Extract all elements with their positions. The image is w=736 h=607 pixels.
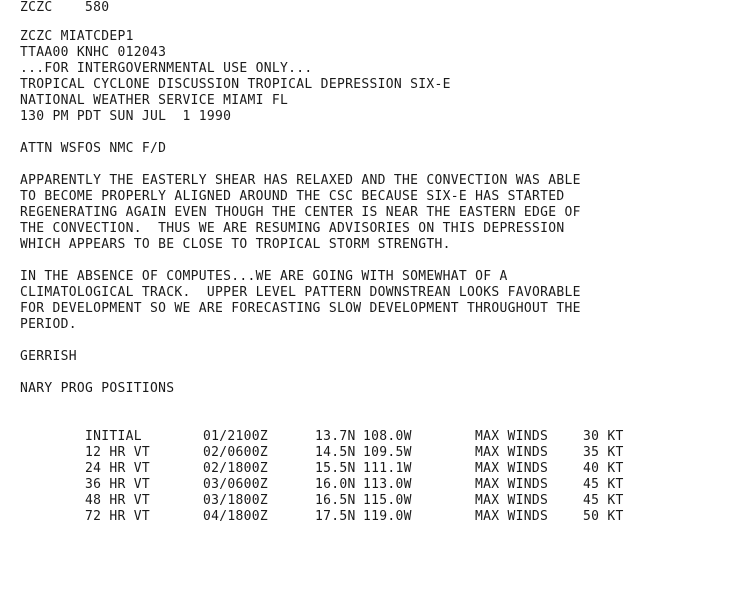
spacer <box>20 253 643 269</box>
spacer <box>20 333 643 349</box>
valid-time: 04/1800Z <box>203 509 269 524</box>
valid-time: 02/0600Z <box>203 445 269 460</box>
document-body <box>20 29 643 524</box>
paragraph-line: REGENERATING AGAIN EVEN THOUGH THE CENTER IS NEAR THE EASTERN EDGE OF <box>20 205 581 220</box>
paragraph-line: APPARENTLY THE EASTERLY SHEAR HAS RELAXED AND THE CONVECTION WAS ABLE <box>20 173 581 188</box>
latitude: 17.5N <box>315 509 356 524</box>
max-winds-label: MAX WINDS <box>475 493 549 508</box>
latitude: 14.5N <box>315 445 356 460</box>
spacer <box>20 397 643 413</box>
latitude: 13.7N <box>315 429 356 444</box>
longitude: 108.0W <box>363 429 412 444</box>
wind-speed: 40 KT <box>583 461 624 476</box>
preamble-line: ZCZC MIATCDEP1 <box>20 29 134 44</box>
valid-time: 03/1800Z <box>203 493 269 508</box>
longitude: 119.0W <box>363 509 412 524</box>
wind-speed: 45 KT <box>583 477 624 492</box>
forecast-positions-table <box>20 413 643 524</box>
spacer <box>20 157 643 173</box>
forecaster-signature: GERRISH <box>20 349 77 364</box>
longitude: 111.1W <box>363 461 412 476</box>
paragraph-line: THE CONVECTION. THUS WE ARE RESUMING ADVISORIES ON THIS DEPRESSION <box>20 221 565 236</box>
paragraph-line: PERIOD. <box>20 317 77 332</box>
valid-time: 03/0600Z <box>203 477 269 492</box>
header-line: ZCZC 580 <box>20 0 110 15</box>
preamble-block <box>20 29 643 125</box>
longitude: 115.0W <box>363 493 412 508</box>
preamble-line: NATIONAL WEATHER SERVICE MIAMI FL <box>20 93 289 108</box>
valid-time: 01/2100Z <box>203 429 269 444</box>
forecast-hour: 12 HR VT <box>85 445 151 460</box>
max-winds-label: MAX WINDS <box>475 461 549 476</box>
spacer <box>20 365 643 381</box>
document-title: TROPICAL CYCLONE DISCUSSION TROPICAL DEPRESSION SIX-E <box>20 77 451 92</box>
forecast-hour: INITIAL <box>85 429 142 444</box>
issue-timestamp: 130 PM PDT SUN JUL 1 1990 <box>20 109 232 124</box>
latitude: 16.0N <box>315 477 356 492</box>
paragraph-line: WHICH APPEARS TO BE CLOSE TO TROPICAL STORM STRENGTH. <box>20 237 451 252</box>
forecast-hour: 48 HR VT <box>85 493 151 508</box>
forecast-hour: 72 HR VT <box>85 509 151 524</box>
preamble-line: ...FOR INTERGOVERNMENTAL USE ONLY... <box>20 61 313 76</box>
max-winds-label: MAX WINDS <box>475 477 549 492</box>
paragraph-line: TO BECOME PROPERLY ALIGNED AROUND THE CSC BECAUSE SIX-E HAS STARTED <box>20 189 565 204</box>
preamble-line: TTAA00 KNHC 012043 <box>20 45 167 60</box>
valid-time: 02/1800Z <box>203 461 269 476</box>
table-row <box>20 413 643 444</box>
longitude: 109.5W <box>363 445 412 460</box>
forecast-hour: 24 HR VT <box>85 461 151 476</box>
discussion-paragraph-1 <box>20 173 643 253</box>
spacer <box>20 125 643 141</box>
max-winds-label: MAX WINDS <box>475 445 549 460</box>
longitude: 113.0W <box>363 477 412 492</box>
paragraph-line: CLIMATOLOGICAL TRACK. UPPER LEVEL PATTERN DOWNSTREAN LOOKS FAVORABLE <box>20 285 581 300</box>
wind-speed: 45 KT <box>583 493 624 508</box>
latitude: 15.5N <box>315 461 356 476</box>
paragraph-line: IN THE ABSENCE OF COMPUTES...WE ARE GOING WITH SOMEWHAT OF A <box>20 269 508 284</box>
max-winds-label: MAX WINDS <box>475 509 549 524</box>
wind-speed: 35 KT <box>583 445 624 460</box>
wind-speed: 50 KT <box>583 509 624 524</box>
attention-line: ATTN WSFOS NMC F/D <box>20 141 167 156</box>
wind-speed: 30 KT <box>583 429 624 444</box>
forecast-hour: 36 HR VT <box>85 477 151 492</box>
discussion-paragraph-2 <box>20 269 643 333</box>
positions-title: NARY PROG POSITIONS <box>20 381 175 396</box>
latitude: 16.5N <box>315 493 356 508</box>
paragraph-line: FOR DEVELOPMENT SO WE ARE FORECASTING SLOW DEVELOPMENT THROUGHOUT THE <box>20 301 581 316</box>
max-winds-label: MAX WINDS <box>475 429 549 444</box>
